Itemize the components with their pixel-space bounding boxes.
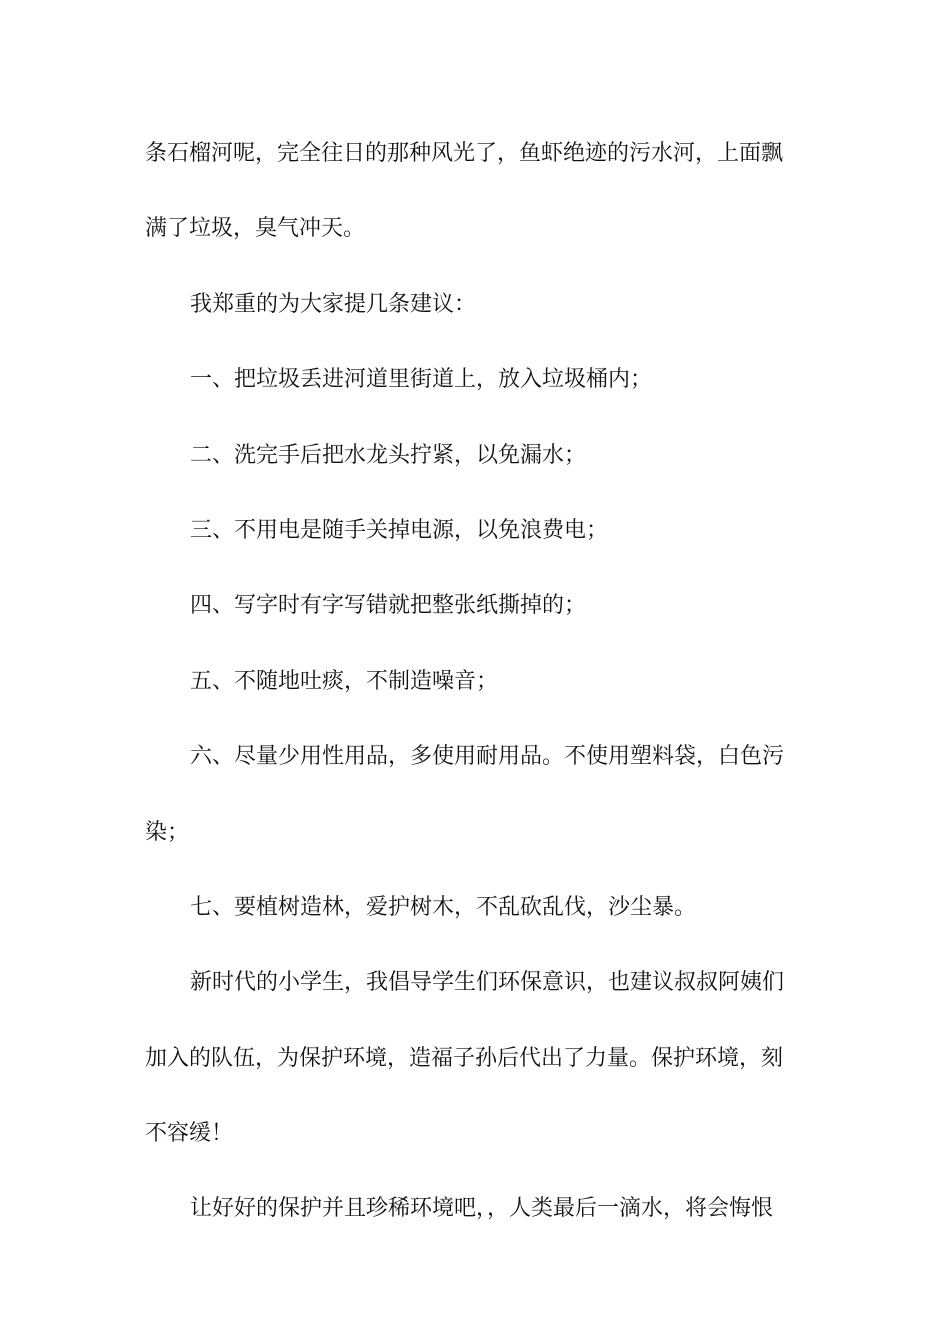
text-line: 不容缓！ [145, 1121, 234, 1147]
list-item: 七、要植树造林，爱护树木，不乱砍乱伐，沙尘暴。 [190, 894, 697, 920]
list-item: 三、不用电是随手关掉电源，以免浪费电； [190, 517, 609, 543]
text-line: 我郑重的为大家提几条建议： [190, 291, 477, 317]
list-item: 二、洗完手后把水龙头拧紧，以免漏水； [190, 442, 587, 468]
text-line: 条石榴河呢，完全往日的那种风光了，鱼虾绝迹的污水河，上面飘 [145, 141, 784, 166]
document-body [145, 130, 807, 1261]
list-item-continuation: 染； [145, 819, 190, 845]
text-line: 加入的队伍，为保护环境，造福子孙后代出了力量。保护环境，刻 [145, 1045, 784, 1071]
list-item: 一、把垃圾丢进河道里街道上，放入垃圾桶内； [190, 367, 653, 393]
text-line: 满了垃圾，臭气冲天。 [145, 216, 366, 242]
list-item: 四、写字时有字写错就把整张纸撕掉的； [190, 593, 587, 619]
text-line: 让好好的保护并且珍稀环境吧，，人类最后一滴水，将会悔恨 [190, 1196, 774, 1222]
list-item: 五、不随地吐痰，不制造噪音； [190, 668, 499, 694]
list-item: 六、尽量少用性用品，多使用耐用品。不使用塑料袋，白色污 [190, 744, 785, 770]
text-line: 新时代的小学生，我倡导学生们环保意识，也建议叔叔阿姨们 [190, 970, 785, 996]
